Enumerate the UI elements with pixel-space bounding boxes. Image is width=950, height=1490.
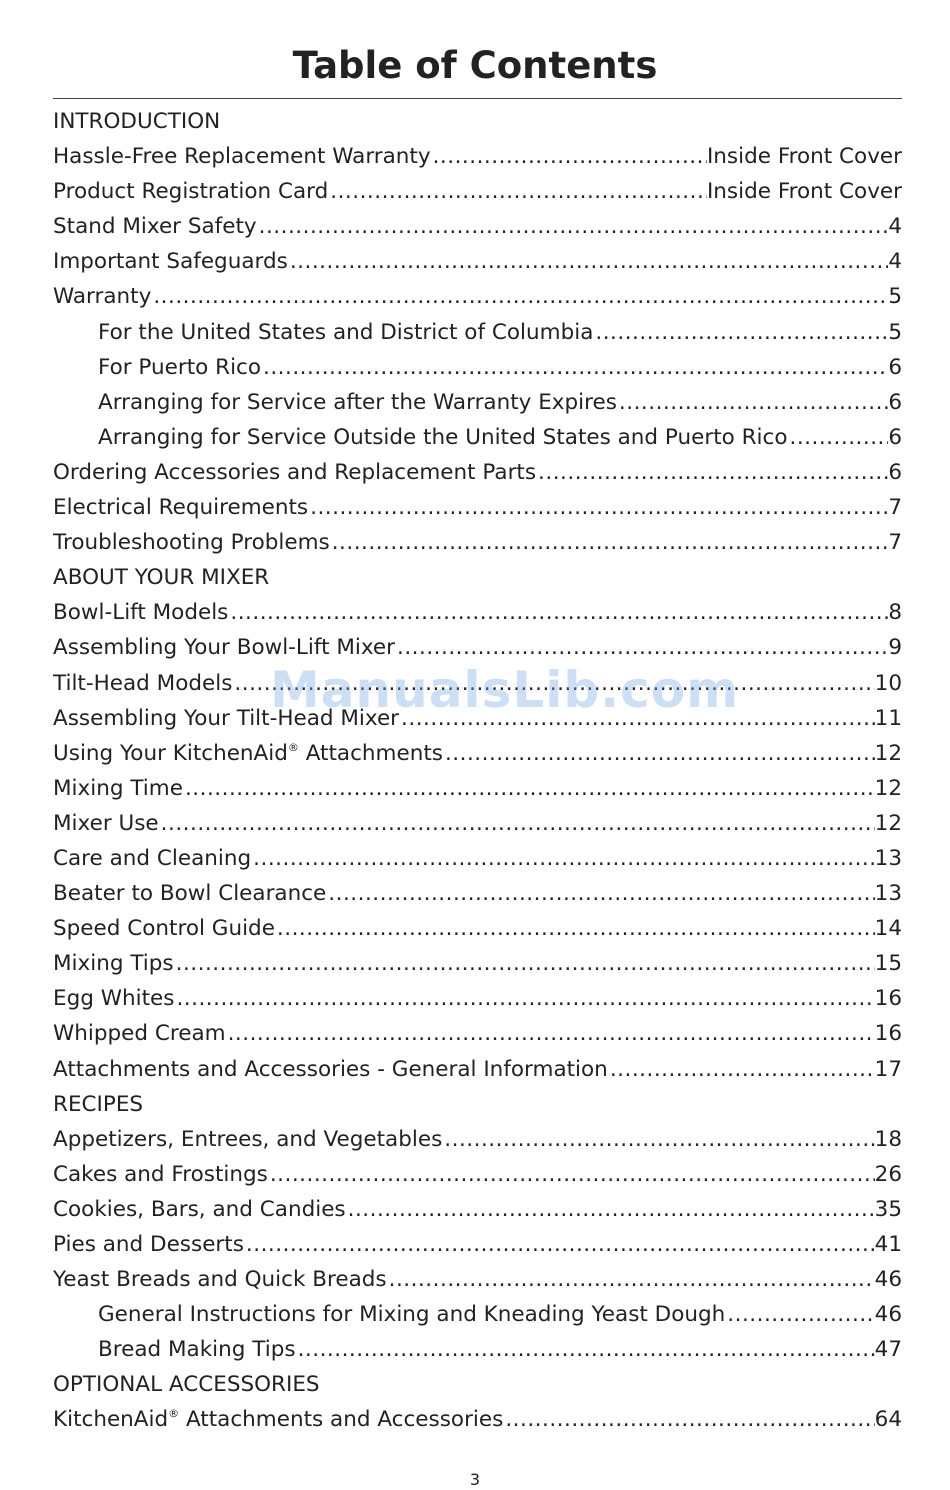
toc-page-ref: 11 (874, 705, 902, 731)
dot-leader (275, 911, 875, 946)
toc-page-ref: 35 (874, 1196, 902, 1222)
toc-entry-label (53, 981, 174, 1016)
dot-leader (725, 1297, 874, 1332)
toc-entry-label (53, 1192, 346, 1227)
toc-entry (53, 490, 902, 525)
toc-entry (53, 841, 902, 876)
toc-entry (53, 946, 902, 981)
toc-entry-label (53, 490, 308, 525)
toc-entry-text: Beater to Bowl Clearance (53, 881, 327, 907)
toc-entry (53, 455, 902, 490)
dot-leader (330, 525, 889, 560)
toc-entry-text: Appetizers, Entrees, and Vegetables (53, 1126, 443, 1152)
toc-entry-text: Important Safeguards (53, 249, 288, 275)
toc-entry (53, 876, 902, 911)
toc-entry-text: For Puerto Rico (98, 354, 262, 380)
toc-entry (53, 385, 902, 420)
toc-page-ref: 46 (874, 1267, 902, 1293)
toc-entry-text: INTRODUCTION (53, 109, 221, 134)
toc-section-heading (53, 1367, 902, 1402)
toc-entry (53, 1262, 902, 1297)
toc-entry (53, 315, 902, 350)
toc-entry-text: ABOUT YOUR MIXER (53, 565, 270, 591)
dot-leader (308, 490, 888, 525)
toc-entry-label (98, 1297, 725, 1332)
toc-entry (53, 244, 902, 279)
toc-page-ref: 12 (874, 810, 902, 836)
toc-page-ref: 5 (888, 284, 902, 310)
toc-entry (53, 1332, 902, 1367)
toc-entry-text: Bowl-Lift Models (53, 600, 229, 626)
toc-page-ref: 9 (888, 635, 902, 661)
toc-entry-label (53, 209, 257, 244)
toc-entry-text: Stand Mixer Safety (53, 214, 257, 240)
toc-page-ref: 4 (888, 249, 902, 275)
toc-page-ref: 6 (888, 424, 902, 450)
toc-entry-label (53, 1122, 442, 1157)
toc-entry-text: Pies and Desserts (53, 1232, 244, 1257)
toc-entry-text: Product Registration Card (53, 179, 329, 205)
dot-leader (183, 771, 875, 806)
toc-entry-label (53, 1262, 387, 1297)
toc-page-ref: 12 (874, 740, 902, 766)
dot-leader (442, 1122, 874, 1157)
toc-entry-text: Arranging for Service Outside the United States and Puerto Rico (98, 424, 788, 450)
dot-leader (228, 595, 888, 630)
toc-page-ref: 15 (874, 951, 902, 977)
toc-entry-text: Mixer Use (53, 810, 159, 836)
toc-entry (53, 1122, 902, 1157)
toc-entry-label (53, 1367, 320, 1402)
toc-entry-label (53, 174, 328, 209)
toc-page-ref: 13 (874, 881, 902, 907)
toc-entry-label (98, 350, 261, 385)
dot-leader (174, 981, 874, 1016)
dot-leader (257, 209, 889, 244)
toc-entry (53, 1227, 902, 1262)
toc-entry-text: KitchenAid (53, 1407, 169, 1433)
dot-leader (593, 315, 888, 350)
toc-entry-text: Mixing Tips (53, 951, 174, 977)
toc-entry-text: Speed Control Guide (53, 916, 275, 942)
toc-entry-label (98, 385, 617, 420)
toc-entry (53, 1297, 902, 1332)
dot-leader (268, 1157, 875, 1192)
toc-entry-label (53, 104, 220, 139)
toc-entry-text: Troubleshooting Problems (53, 530, 330, 556)
dot-leader (151, 279, 888, 314)
toc-page-ref: Inside Front Cover (706, 144, 902, 170)
toc-entry-label (98, 1332, 296, 1367)
toc-entry-label (53, 1087, 143, 1122)
toc-page-ref: 8 (888, 600, 902, 626)
dot-leader (288, 244, 889, 279)
dot-leader (244, 1227, 875, 1262)
dot-leader (387, 1262, 875, 1297)
toc-page-ref: 7 (888, 495, 902, 521)
toc-entry-text: Egg Whites (53, 986, 175, 1012)
table-of-contents (53, 104, 902, 1438)
toc-page-ref: 4 (888, 214, 902, 240)
toc-section-heading (53, 560, 902, 595)
toc-entry-text: OPTIONAL ACCESSORIES (53, 1372, 320, 1398)
toc-entry-text: Electrical Requirements (53, 495, 309, 521)
toc-entry (53, 420, 902, 455)
toc-entry-label (53, 911, 275, 946)
toc-entry (53, 1192, 902, 1227)
toc-entry-label (53, 1402, 503, 1437)
title-divider (53, 98, 902, 99)
toc-page-ref: 16 (874, 1021, 902, 1047)
toc-entry-label (53, 666, 232, 701)
toc-entry-text: Ordering Accessories and Replacement Parts (53, 459, 537, 485)
toc-entry (53, 209, 902, 244)
toc-entry-text: Warranty (53, 284, 152, 310)
toc-page-ref: 47 (874, 1337, 902, 1363)
toc-page-ref: 6 (888, 389, 902, 415)
toc-entry-text: Bread Making Tips (98, 1337, 296, 1363)
toc-entry (53, 1402, 902, 1437)
toc-page-ref: 5 (888, 319, 902, 345)
toc-entry-label (53, 595, 228, 630)
toc-entry-text: Tilt-Head Models (53, 670, 233, 696)
toc-entry-label (53, 946, 174, 981)
toc-entry-text: Cakes and Frostings (53, 1161, 268, 1187)
dot-leader (503, 1402, 874, 1437)
toc-entry-label (53, 1157, 268, 1192)
toc-page-ref: Inside Front Cover (706, 179, 902, 205)
dot-leader (296, 1332, 875, 1367)
dot-leader (431, 139, 707, 174)
toc-entry-label (53, 139, 431, 174)
toc-entry (53, 981, 902, 1016)
toc-entry-label (53, 560, 269, 595)
toc-entry (53, 806, 902, 841)
toc-entry-text: For the United States and District of Columbia (98, 319, 594, 345)
dot-leader (326, 876, 874, 911)
dot-leader (443, 736, 875, 771)
toc-page-ref: 7 (888, 530, 902, 556)
toc-entry (53, 1157, 902, 1192)
toc-page-ref: 18 (874, 1126, 902, 1152)
toc-entry-text: General Instructions for Mixing and Kneading Yeast Dough (98, 1302, 726, 1328)
toc-entry-label (53, 876, 326, 911)
toc-entry-label (53, 1016, 226, 1051)
registered-mark: ® (287, 740, 299, 754)
dot-leader (174, 946, 875, 981)
toc-entry-text: Using Your KitchenAid (53, 740, 288, 766)
toc-entry-text: Mixing Time (53, 775, 183, 801)
registered-mark: ® (168, 1407, 180, 1421)
dot-leader (617, 385, 888, 420)
toc-entry-label (53, 279, 151, 314)
toc-entry-text: RECIPES (53, 1091, 144, 1117)
toc-entry-label (53, 1052, 608, 1087)
dot-leader (159, 806, 875, 841)
toc-entry-label (53, 736, 443, 771)
toc-entry-label (53, 806, 159, 841)
toc-entry-text: Attachments and Accessories (179, 1407, 504, 1433)
toc-entry (53, 911, 902, 946)
dot-leader (788, 420, 889, 455)
toc-entry (53, 279, 902, 314)
toc-page-ref: 17 (874, 1056, 902, 1082)
toc-entry (53, 139, 902, 174)
toc-entry-text: Care and Cleaning (53, 845, 252, 871)
page-number: 3 (469, 1470, 481, 1489)
toc-entry (53, 736, 902, 771)
toc-entry-text: Assembling Your Bowl-Lift Mixer (53, 635, 395, 661)
toc-entry (53, 350, 902, 385)
toc-entry-label (53, 1227, 244, 1262)
toc-entry-text: Assembling Your Tilt-Head Mixer (53, 705, 400, 731)
watermark: ManualsLib.com (270, 661, 740, 719)
toc-entry-label (53, 525, 330, 560)
toc-entry-text: Attachments and Accessories - General Information (53, 1056, 608, 1082)
toc-entry-text: Attachments (298, 740, 443, 766)
toc-entry-text: Hassle-Free Replacement Warranty (53, 144, 431, 170)
dot-leader (346, 1192, 875, 1227)
toc-entry-text: Whipped Cream (53, 1021, 226, 1047)
toc-page-ref: 64 (874, 1407, 902, 1433)
toc-entry-label (53, 771, 183, 806)
toc-page-ref: 6 (888, 354, 902, 380)
toc-entry (53, 1052, 902, 1087)
toc-entry (53, 174, 902, 209)
toc-entry-text: Arranging for Service after the Warranty Expires (98, 389, 617, 415)
toc-entry-text: Cookies, Bars, and Candies (53, 1196, 346, 1222)
toc-entry (53, 1016, 902, 1051)
toc-page-ref: 16 (874, 986, 902, 1012)
dot-leader (226, 1016, 875, 1051)
dot-leader (261, 350, 888, 385)
toc-section-heading (53, 1087, 902, 1122)
dot-leader (536, 455, 888, 490)
toc-page-ref: 14 (874, 916, 902, 942)
dot-leader (251, 841, 874, 876)
toc-entry (53, 595, 902, 630)
toc-entry-text: Yeast Breads and Quick Breads (53, 1267, 387, 1293)
toc-page-ref: 26 (874, 1161, 902, 1187)
dot-leader (328, 174, 707, 209)
toc-page-ref: 6 (888, 459, 902, 485)
toc-entry (53, 525, 902, 560)
toc-page-ref: 13 (874, 845, 902, 871)
toc-entry-label (53, 244, 288, 279)
toc-page-ref: 46 (874, 1302, 902, 1328)
toc-page-ref: 10 (874, 670, 902, 696)
dot-leader (608, 1052, 875, 1087)
toc-page-ref: 41 (874, 1232, 902, 1257)
toc-entry-label (98, 315, 593, 350)
toc-page-ref: 12 (874, 775, 902, 801)
toc-entry (53, 771, 902, 806)
toc-entry-label (53, 455, 536, 490)
page-title: Table of Contents (292, 44, 658, 87)
toc-section-heading (53, 104, 902, 139)
toc-entry-label (53, 841, 251, 876)
toc-entry-label (98, 420, 788, 455)
